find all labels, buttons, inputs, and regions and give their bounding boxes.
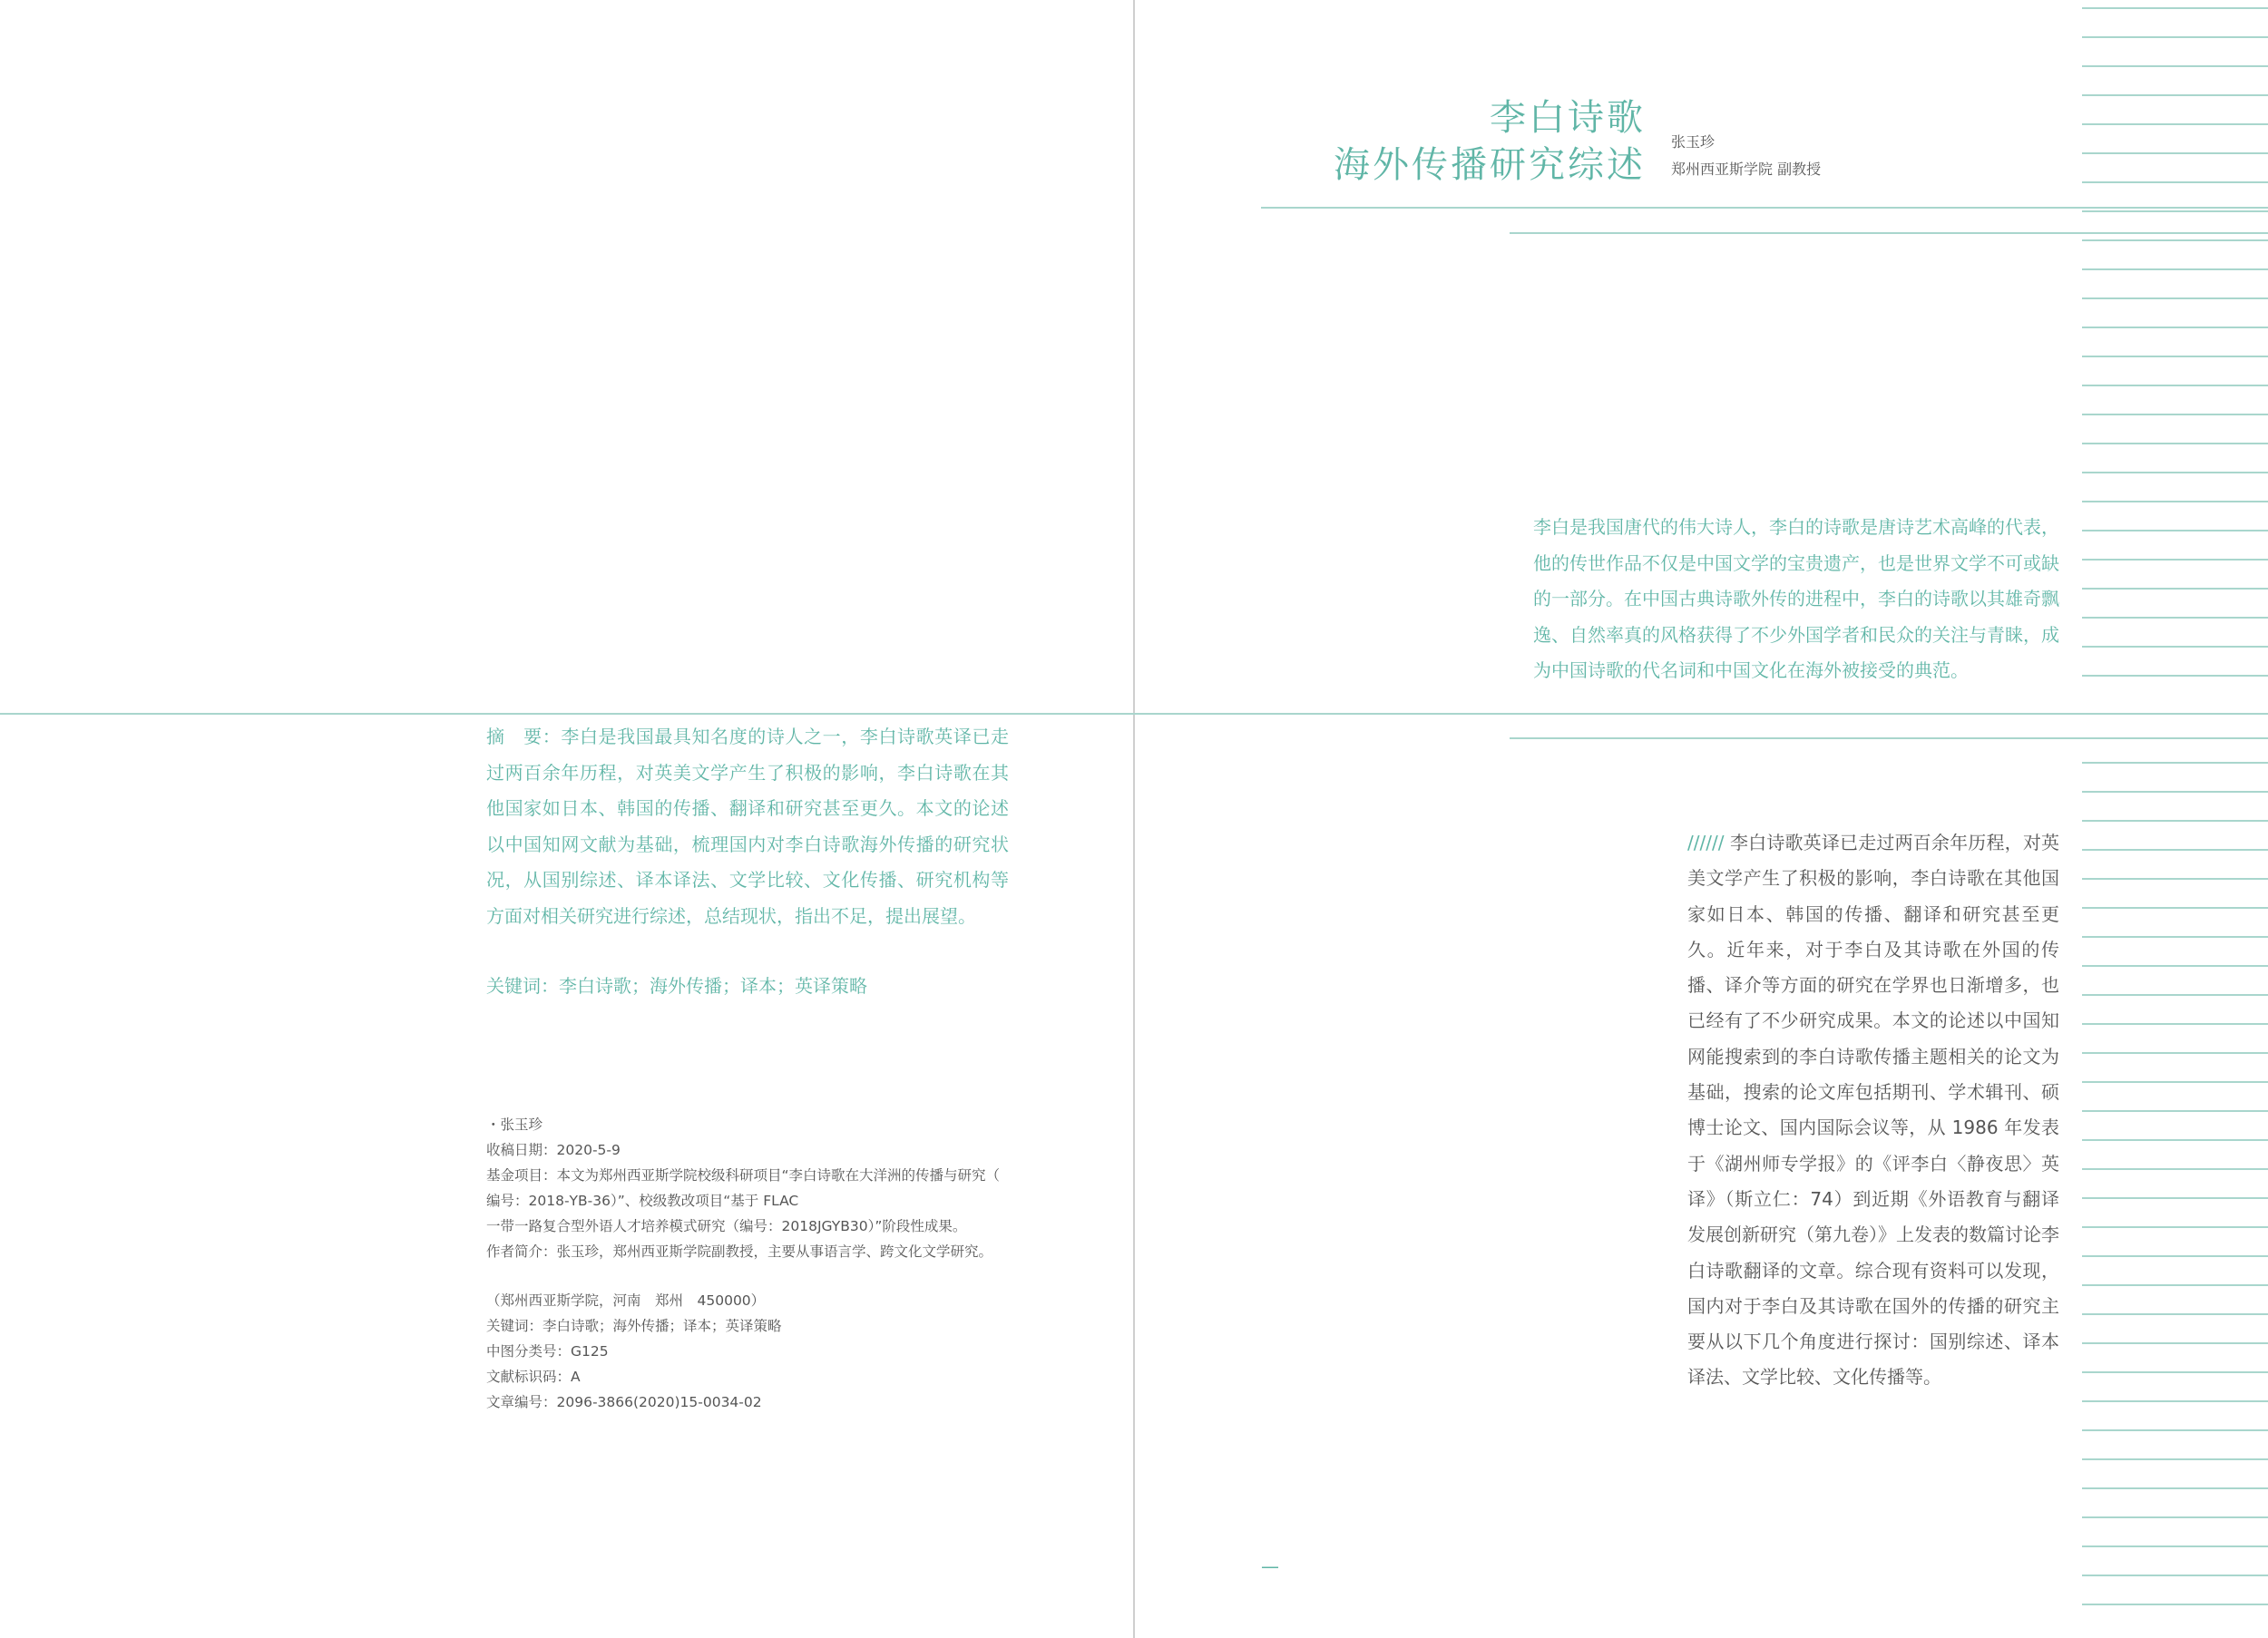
author-block [1671,129,1821,183]
abstract-label: 摘 要： [486,726,562,747]
meta-fund-line2: 编号：2018-YB-36）”、校级教改项目“基于 FLAC [486,1193,799,1209]
abstract-paragraph [486,719,1009,934]
paragraph-slash-marker: ////// [1687,832,1725,853]
intro-paragraph: 李白是我国唐代的伟大诗人，李白的诗歌是唐诗艺术高峰的代表，他的传世作品不仅是中国文学的宝贵遗产，也是世界文学不可或缺的一部分。在中国古典诗歌外传的进程中，李白的诗歌以其雄奇飘逸、自然率真的风格获得了不少外国学者和民众的关注与青睐，成为中国诗歌的代名词和中国文化在海外被接受的典范。 [1533,516,2059,681]
abstract-text: 李白是我国最具知名度的诗人之一，李白诗歌英译已走过两百余年历程，对英美文学产生了积极的影响，李白诗歌在其他国家如日本、韩国的传播、翻译和研究甚至更久。本文的论述以中国知网文献为基础，梳理国内对李白诗歌海外传播的研究状况，从国别综述、译本译法、文学比较、文化传播、研究机构等方面对相关研究进行综述，总结现状，指出不足，提出展望。 [486,726,1010,927]
author-affiliation: 郑州西亚斯学院 副教授 [1671,161,1822,178]
author-name: 张玉珍 [1671,133,1716,151]
meta-article-number: 文章编号：2096-3866(2020)15-0034-02 [486,1394,762,1410]
body-top-rule [1510,737,2268,739]
meta-fund-line3: 一带一路复合型外语人才培养模式研究（编号：2018JGYB30）”阶段性成果。 [486,1218,967,1234]
page-spine-divider [1133,0,1135,1638]
article-title [1334,94,1646,189]
page-mark: — [1261,1555,1279,1577]
meta-received-date: 收稿日期：2020-5-9 [486,1142,621,1158]
article-classification [486,1288,782,1415]
body-paragraph [1687,825,2059,1396]
meta-address: （郑州西亚斯学院，河南 郑州 450000） [486,1292,766,1309]
keywords-line: 关键词：李白诗歌；海外传播；译本；英译策略 [486,975,867,997]
decorative-stripes-top [2082,0,2268,713]
meta-author-line: ・张玉珍 [486,1116,543,1133]
decorative-stripes-bottom [2082,753,2268,1638]
article-metadata [486,1112,1000,1264]
meta-keywords: 关键词：李白诗歌；海外传播；译本；英译策略 [486,1318,782,1334]
meta-clc-number: 中图分类号：G125 [486,1343,609,1360]
body-text: 李白诗歌英译已走过两百余年历程，对英美文学产生了积极的影响，李白诗歌在其他国家如日本、韩国的传播、翻译和研究甚至更久。近年来，对于李白及其诗歌在外国的传播、译介等方面的研究在学界也日渐增多，也已经有了不少研究成果。本文的论述以中国知网能搜索到的李白诗歌传播主题相关的论文为基础，搜索的论文库包括期刊、学术辑刊、硕博士论文、国内国际会议等，从 1986 年发表于《湖州师专学报》的《评李白〈静夜思〉英译》（斯立仁：74）到近期《外语教育与翻译发展创新研究（第九卷）》上发表的数篇讨论李白诗歌翻译的文章。综合现有资料可以发现，国内对于李白及其诗歌在国外的传播的研究主要从以下几个角度进行探讨：国别综述、译本译法、文学比较、文化传播等。 [1687,832,2059,1389]
meta-document-code: 文献标识码：A [486,1369,581,1385]
article-title-line1: 李白诗歌 [1490,97,1646,139]
meta-fund-line1: 基金项目：本文为郑州西亚斯学院校级科研项目“李白诗歌在大洋洲的传播与研究（ [486,1167,1001,1184]
article-title-line2: 海外传播研究综述 [1334,144,1646,186]
center-cross-rule [0,713,2268,715]
meta-author-bio: 作者简介：张玉珍，郑州西亚斯学院副教授，主要从事语言学、跨文化文学研究。 [486,1243,993,1260]
